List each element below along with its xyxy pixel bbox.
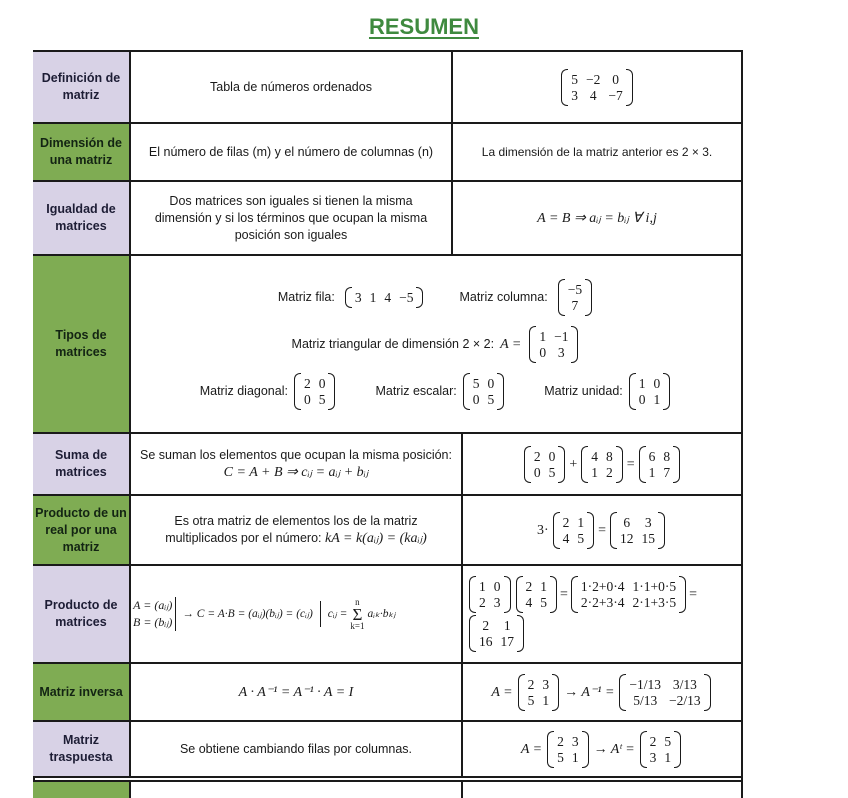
header-tipos: Tipos de matrices xyxy=(33,256,131,432)
columna-label: Matriz columna: xyxy=(459,289,548,304)
matrix-cell: 1 xyxy=(591,464,598,480)
triangular-var: A = xyxy=(500,336,522,352)
paren-right xyxy=(587,512,594,549)
matrix-cell: 2 xyxy=(606,464,613,480)
header-producto-matrices: Producto de matrices xyxy=(33,566,131,662)
paren-left xyxy=(640,731,647,768)
matrix-cell: −5 xyxy=(567,281,583,297)
matrix-cell: 0 xyxy=(533,464,541,480)
paren-right xyxy=(582,731,589,768)
paren-right xyxy=(558,446,565,483)
matrix-cell: 3 xyxy=(571,733,579,749)
matrix-cell: 0 xyxy=(612,71,619,87)
matrix-cell: 4 xyxy=(589,87,597,103)
paren-left xyxy=(345,287,352,308)
matrix-cell: 5 xyxy=(557,749,564,765)
paren-right xyxy=(679,576,686,613)
inversa-lhs: A = xyxy=(491,684,513,700)
matrix-cell: 7 xyxy=(663,464,671,480)
matrix-cell: 1 xyxy=(653,391,661,407)
row-partial xyxy=(33,780,743,798)
matrix-cell: −1/13 xyxy=(629,676,662,692)
matrix-cell: 1 xyxy=(542,692,550,708)
traspuesta-example xyxy=(461,722,741,776)
row-inversa xyxy=(33,662,743,720)
paren-right xyxy=(552,674,559,711)
paren-left xyxy=(469,615,476,652)
matrix-cell: 5 xyxy=(318,391,326,407)
paren-left xyxy=(518,674,525,711)
partial-cell xyxy=(461,782,741,798)
producto-matrices-formula xyxy=(131,566,461,662)
matrix-cell: 4 xyxy=(562,530,570,546)
paren-right xyxy=(616,446,623,483)
definicion-example xyxy=(451,52,741,122)
matrix-cell: −2/13 xyxy=(669,692,701,708)
equals-sign: = xyxy=(626,456,635,472)
paren-right xyxy=(585,279,592,316)
matrix-cell: 2 xyxy=(557,733,564,749)
matrix-cell: 1 xyxy=(369,289,377,305)
paren-left xyxy=(610,512,617,549)
row-producto-matrices xyxy=(33,564,743,662)
matrix xyxy=(610,512,665,549)
matrix-cell: 3 xyxy=(493,595,501,610)
matrix-cell: 0 xyxy=(653,375,661,391)
paren-left xyxy=(463,373,470,410)
matrix-cell: 4 xyxy=(591,448,598,464)
matrix-cell: 8 xyxy=(606,448,613,464)
matrix xyxy=(619,674,710,711)
matrix-cell: 16 xyxy=(479,634,493,649)
matrix-cell: 0 xyxy=(539,344,547,360)
producto-real-text-cell xyxy=(131,496,461,564)
paren-left xyxy=(469,576,476,613)
matrix-cell: 1 xyxy=(540,579,547,594)
matrix-cell: 0 xyxy=(638,391,646,407)
definicion-text: Tabla de números ordenados xyxy=(210,79,372,94)
row-dimension xyxy=(33,122,743,180)
matrix-cell: 2·2+3·4 xyxy=(580,595,625,610)
matrix-cell: 2 xyxy=(303,375,311,391)
paren-right xyxy=(674,731,681,768)
matrix-cell: 2 xyxy=(649,733,657,749)
producto-real-text: Es otra matriz de elementos los de la matriz multiplicados por el número: xyxy=(165,514,418,545)
sum-rhs: aᵢₖ·bₖⱼ xyxy=(367,607,396,620)
equals-sign: = xyxy=(689,587,698,602)
paren-right xyxy=(504,576,511,613)
matrix-cell: −1 xyxy=(554,328,569,344)
paren-left xyxy=(553,512,560,549)
traspuesta-lhs: A = xyxy=(520,741,543,757)
matrix-triangular xyxy=(529,326,578,363)
plus-sign: + xyxy=(569,456,578,472)
matrix-cell: 2 xyxy=(533,448,541,464)
header-inversa: Matriz inversa xyxy=(33,664,131,720)
matrix-cell: 5 xyxy=(571,71,578,87)
matrix-cell: 3 xyxy=(571,87,578,103)
suma-text: Se suman los elementos que ocupan la misma posición: xyxy=(140,448,452,462)
matrix-cell: 4 xyxy=(525,595,533,610)
paren-left xyxy=(561,69,568,106)
matrix-escalar xyxy=(463,373,505,410)
matrix-cell: −2 xyxy=(586,71,601,87)
matrix-cell: 2 xyxy=(527,676,535,692)
matrix-cell: 3 xyxy=(649,749,657,765)
fila-label: Matriz fila: xyxy=(277,289,335,304)
matrix-cell: 6 xyxy=(648,448,656,464)
matrix-cell: −7 xyxy=(608,87,623,103)
matrix-cell: 1 xyxy=(577,514,585,530)
tipos-content xyxy=(131,256,741,432)
traspuesta-text: Se obtiene cambiando filas por columnas. xyxy=(179,741,413,756)
producto-real-example xyxy=(461,496,741,564)
matrix-cell: 1 xyxy=(664,749,672,765)
escalar-label: Matriz escalar: xyxy=(375,383,457,398)
matrix-cell: 3 xyxy=(542,676,550,692)
row-definicion xyxy=(33,50,743,122)
matrix-columna xyxy=(558,279,592,316)
matrix-cell: 1 xyxy=(479,579,486,594)
matrix-cell: 0 xyxy=(487,375,495,391)
row-igualdad xyxy=(33,180,743,254)
matrix-cell: 1·1+0·5 xyxy=(632,579,677,594)
row-tipos xyxy=(33,254,743,432)
paren-right xyxy=(626,69,633,106)
matrix-cell: 5 xyxy=(664,733,672,749)
matrix-cell: 0 xyxy=(318,375,326,391)
matrix-cell: 0 xyxy=(303,391,311,407)
igualdad-formula: A = B ⇒ aᵢⱼ = bᵢⱼ ∀ i,j xyxy=(451,182,741,254)
matrix-cell: 0 xyxy=(472,391,480,407)
producto-real-formula: kA = k(aᵢⱼ) = (kaᵢⱼ) xyxy=(325,531,427,546)
matrix-cell: −5 xyxy=(399,289,414,305)
matrix-cell: 5 xyxy=(548,464,556,480)
inversa-example xyxy=(461,664,741,720)
inversa-formula: A · A⁻¹ = A⁻¹ · A = I xyxy=(238,684,354,700)
page-title: RESUMEN xyxy=(368,14,479,39)
scalar: 3· xyxy=(536,522,549,538)
matrix-cell: 2 xyxy=(562,514,570,530)
matrix-cell: 1 xyxy=(571,749,579,765)
paren-left xyxy=(629,373,636,410)
matrix-cell: 5 xyxy=(527,692,535,708)
paren-left xyxy=(524,446,531,483)
matrix-cell: 5/13 xyxy=(633,692,658,708)
matrix-cell: 3 xyxy=(644,514,652,530)
matrix-cell: 3/13 xyxy=(672,676,697,692)
matrix-cell: 6 xyxy=(623,514,631,530)
header-producto-real: Producto de un real por una matriz xyxy=(33,496,131,564)
matrix-cell: 17 xyxy=(500,634,514,649)
row-producto-real xyxy=(33,494,743,564)
paren-left xyxy=(571,576,578,613)
suma-text-cell xyxy=(131,434,461,494)
suma-formula: C = A + B ⇒ cᵢⱼ = aᵢⱼ + bᵢⱼ xyxy=(223,465,369,480)
paren-left xyxy=(516,576,523,613)
matrix-cell: 1 xyxy=(503,618,511,633)
paren-left xyxy=(547,731,554,768)
paren-right xyxy=(658,512,665,549)
matrix xyxy=(518,674,560,711)
matrix xyxy=(639,446,681,483)
matrix-cell: 15 xyxy=(641,530,656,546)
matrix-cell: 1 xyxy=(539,328,547,344)
traspuesta-arrow: → Aᵗ = xyxy=(593,741,635,757)
equals-sign: = xyxy=(598,522,607,538)
matrix-cell: 3 xyxy=(354,289,362,305)
matrix-cell: 5 xyxy=(487,391,495,407)
matrix xyxy=(469,615,524,652)
header-igualdad: Igualdad de matrices xyxy=(33,182,131,254)
matrix-cell: 2·1+3·5 xyxy=(632,595,677,610)
dimension-text: El número de filas (m) y el número de columnas (n) xyxy=(148,144,434,159)
diagonal-label: Matriz diagonal: xyxy=(199,383,288,398)
equals-sign: = xyxy=(560,587,568,602)
matrix-cell: 0 xyxy=(493,579,501,594)
header-suma: Suma de matrices xyxy=(33,434,131,494)
header-traspuesta: Matriz traspuesta xyxy=(33,722,131,776)
matrix-cell: 7 xyxy=(571,297,579,313)
sum-lhs: cᵢⱼ = xyxy=(327,607,348,620)
paren-left xyxy=(529,326,536,363)
matrix-cell: 2 xyxy=(479,595,486,610)
unidad-label: Matriz unidad: xyxy=(544,383,623,398)
ab-definitions xyxy=(133,597,176,631)
matrix xyxy=(571,576,686,613)
paren-right xyxy=(550,576,557,613)
matrix xyxy=(469,576,511,613)
sum-symbol: n Σ k=1 xyxy=(350,596,365,631)
paren-right xyxy=(673,446,680,483)
matrix-cell: 5 xyxy=(472,375,480,391)
suma-example xyxy=(461,434,741,494)
product-formula: → C = A·B = (aᵢⱼ)(bᵢⱼ) = (cᵢⱼ) xyxy=(182,607,313,620)
paren-left xyxy=(619,674,626,711)
paren-left xyxy=(639,446,646,483)
header-definicion: Definición de matriz xyxy=(33,52,131,122)
matrix-cell: 5 xyxy=(540,595,547,610)
matrix-cell: 0 xyxy=(548,448,556,464)
matrix-cell: 2 xyxy=(525,579,533,594)
matrix xyxy=(516,576,558,613)
matrix-cell: 3 xyxy=(557,344,565,360)
paren-right xyxy=(517,615,524,652)
paren-right xyxy=(416,287,423,308)
matrix-cell: 1·2+0·4 xyxy=(580,579,625,594)
matrix xyxy=(640,731,682,768)
matrix-cell: 5 xyxy=(577,530,585,546)
paren-right xyxy=(328,373,335,410)
paren-left xyxy=(581,446,588,483)
a-def: A = (aᵢⱼ) xyxy=(133,598,173,612)
paren-right xyxy=(571,326,578,363)
matrix xyxy=(547,731,589,768)
matrix-cell: 4 xyxy=(384,289,392,305)
matrix-cell: 8 xyxy=(663,448,671,464)
matrix xyxy=(561,69,633,106)
row-traspuesta xyxy=(33,720,743,778)
inversa-arrow: → A⁻¹ = xyxy=(564,684,615,700)
paren-right xyxy=(497,373,504,410)
matrix-cell: 1 xyxy=(648,464,656,480)
igualdad-text: Dos matrices son iguales si tienen la misma dimensión y si los términos que ocupan la misma posición son iguales xyxy=(154,193,428,242)
producto-matrices-example xyxy=(461,566,741,662)
paren-left xyxy=(294,373,301,410)
matrix-unidad xyxy=(629,373,671,410)
matrix-diagonal xyxy=(294,373,336,410)
row-suma xyxy=(33,432,743,494)
header-partial xyxy=(33,782,131,798)
b-def: B = (bᵢⱼ) xyxy=(133,615,173,629)
matrix xyxy=(553,512,595,549)
matrix-cell: 2 xyxy=(482,618,490,633)
matrix-cell: 12 xyxy=(620,530,634,546)
dimension-example: La dimensión de la matriz anterior es 2 × 3. xyxy=(451,124,741,180)
paren-left xyxy=(558,279,565,316)
matrix xyxy=(524,446,566,483)
paren-right xyxy=(663,373,670,410)
matrix xyxy=(581,446,623,483)
matrix-cell: 1 xyxy=(638,375,646,391)
paren-right xyxy=(704,674,711,711)
triangular-label: Matriz triangular de dimensión 2 × 2: xyxy=(291,336,495,351)
matrix-fila xyxy=(345,287,424,308)
header-dimension: Dimensión de una matriz xyxy=(33,124,131,180)
